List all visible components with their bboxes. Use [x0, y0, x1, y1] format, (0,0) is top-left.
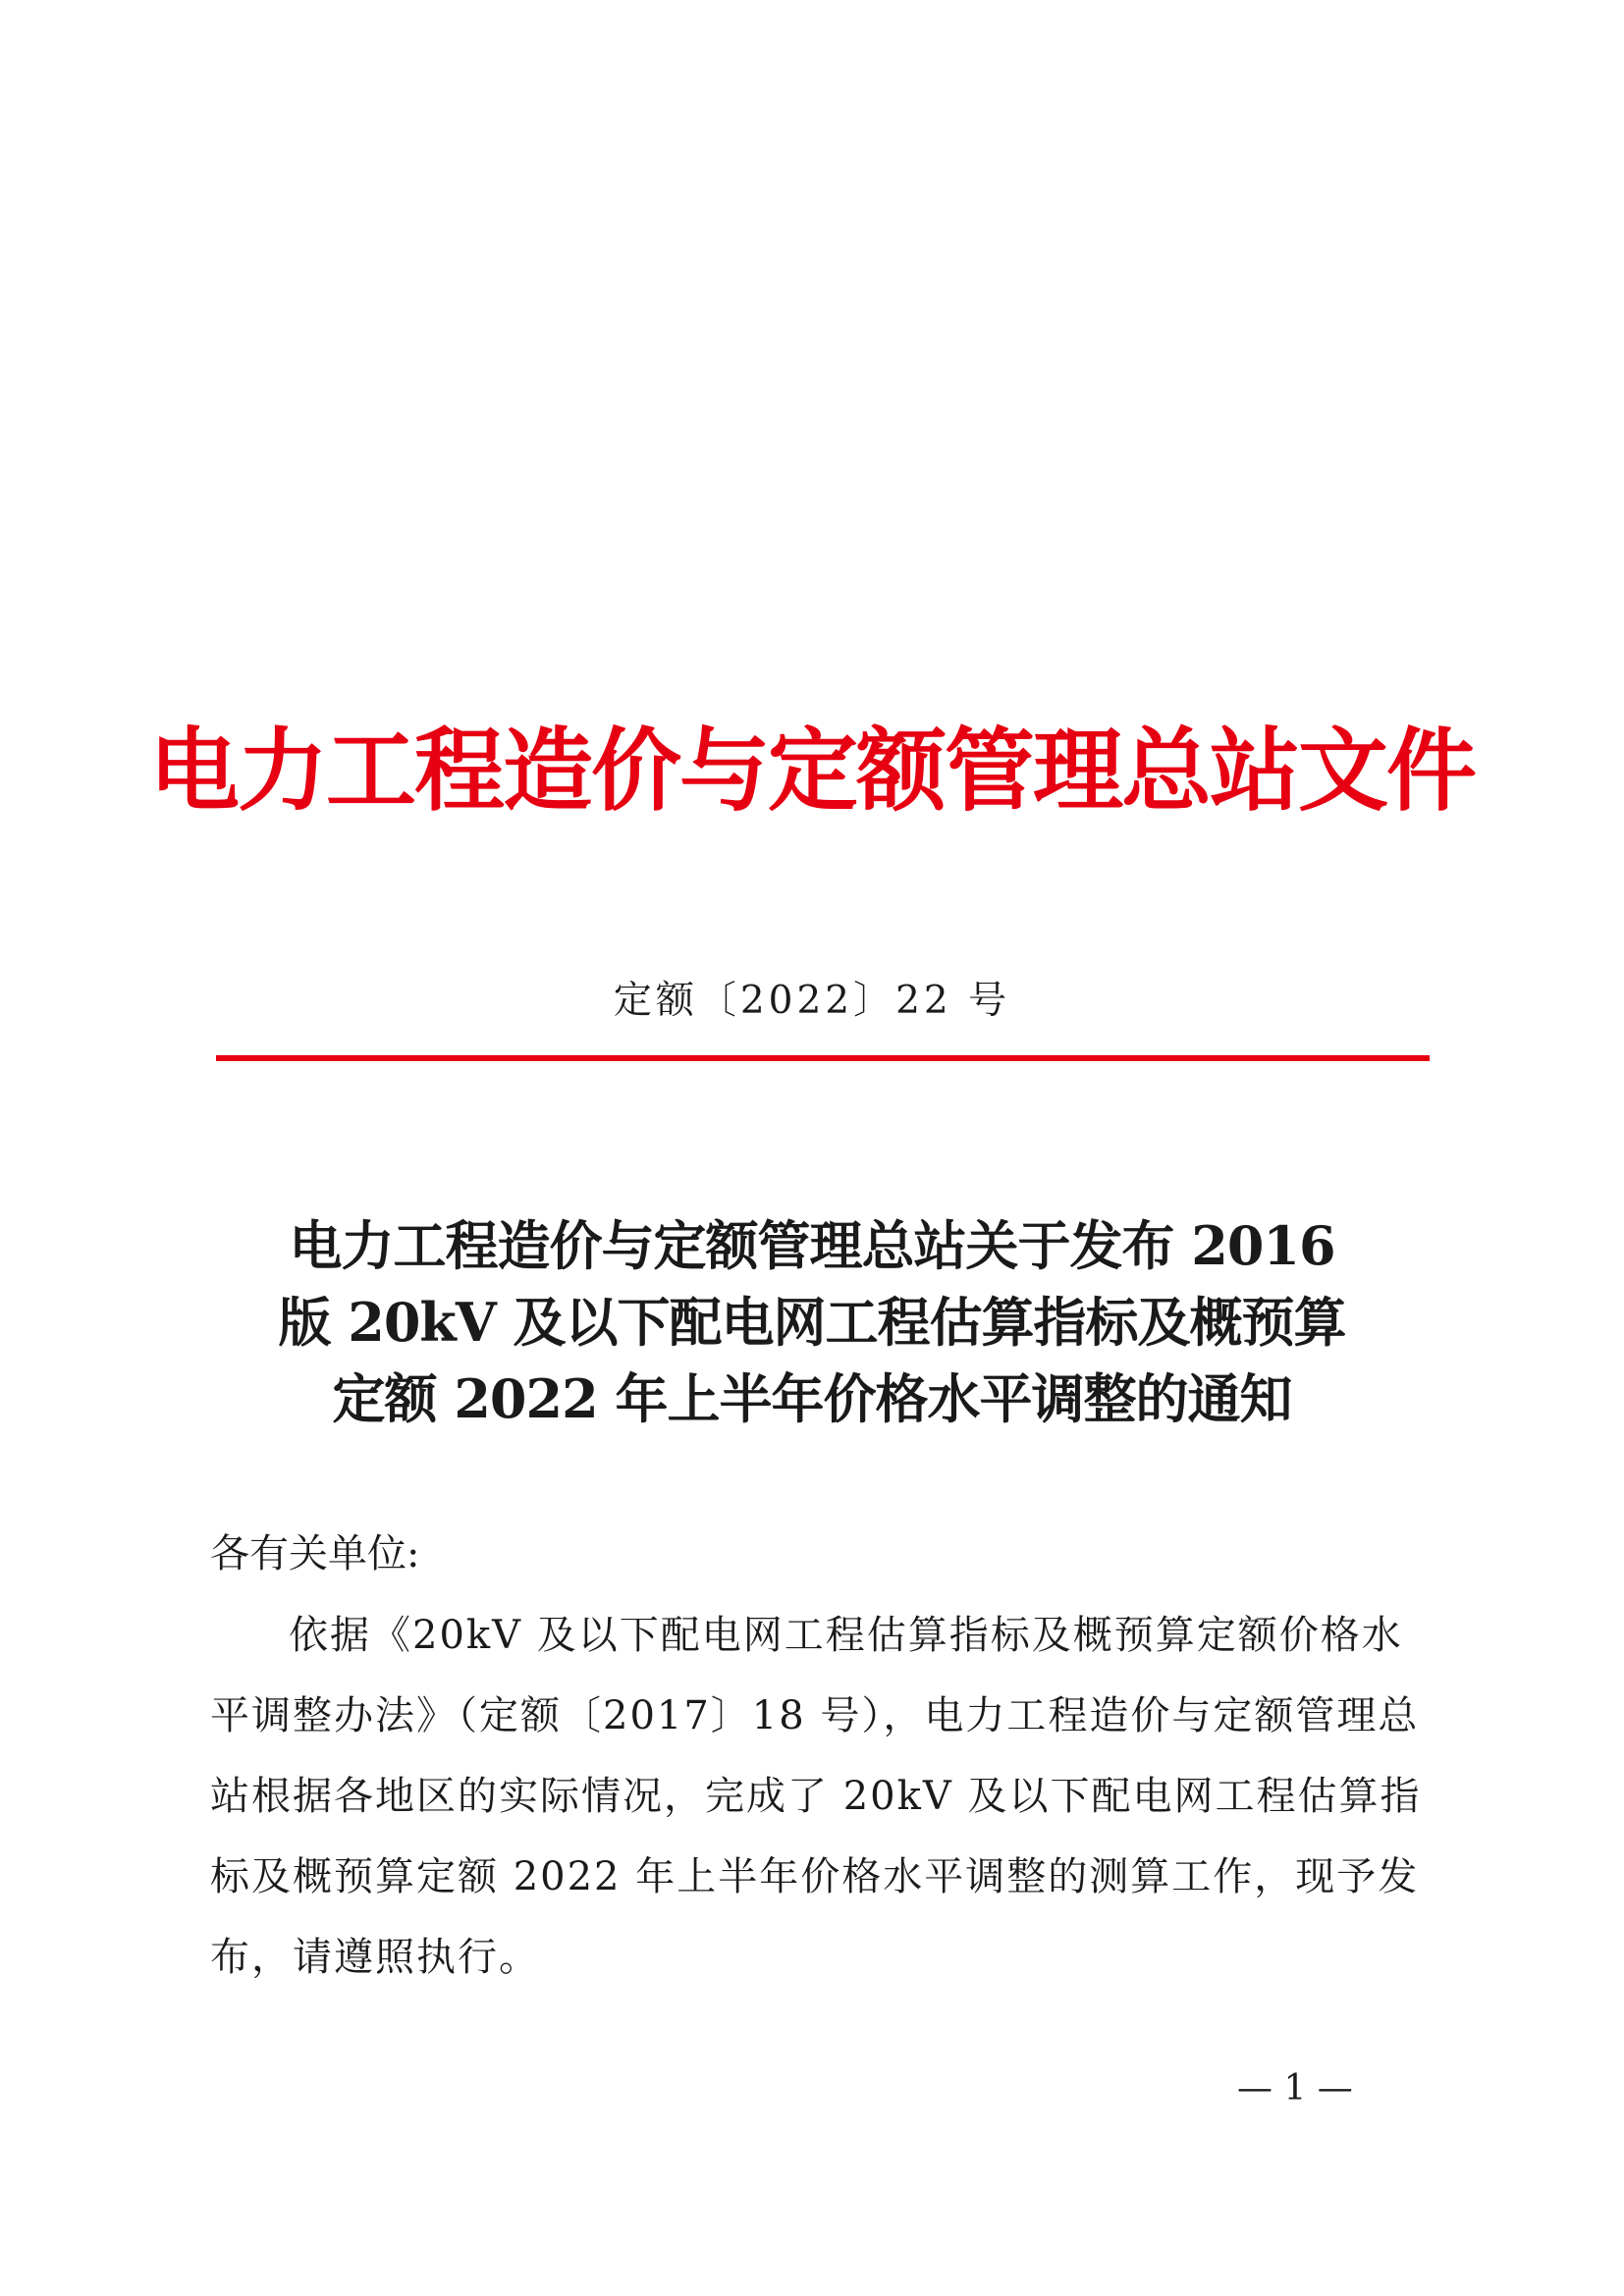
notice-title [196, 1207, 1428, 1437]
notice-title-line: 版 20kV 及以下配电网工程估算指标及概预算 [278, 1291, 1346, 1354]
notice-title-line: 电力工程造价与定额管理总站关于发布 2016 [289, 1214, 1335, 1277]
document-header-title: 电力工程造价与定额管理总站文件 [148, 718, 1475, 824]
paragraph-line: 依据《20kV 及以下配电网工程估算指标及概预算定额价格水 [289, 1613, 1403, 1658]
body-paragraph [210, 1595, 1428, 1998]
paragraph-line: 布，请遵照执行。 [210, 1935, 540, 1980]
notice-title-line: 定额 2022 年上半年价格水平调整的通知 [332, 1367, 1292, 1430]
addressee: 各有关单位: [210, 1531, 420, 1576]
document-number: 定额〔2022〕22 号 [613, 979, 1011, 1023]
page-number: — 1 — [1237, 2068, 1353, 2109]
red-divider-line [216, 1055, 1430, 1061]
paragraph-line: 标及概预算定额 2022 年上半年价格水平调整的测算工作，现予发 [210, 1854, 1420, 1899]
paragraph-line: 平调整办法》（定额〔2017〕18 号），电力工程造价与定额管理总 [210, 1693, 1420, 1738]
paragraph-line: 站根据各地区的实际情况，完成了 20kV 及以下配电网工程估算指 [210, 1774, 1422, 1819]
